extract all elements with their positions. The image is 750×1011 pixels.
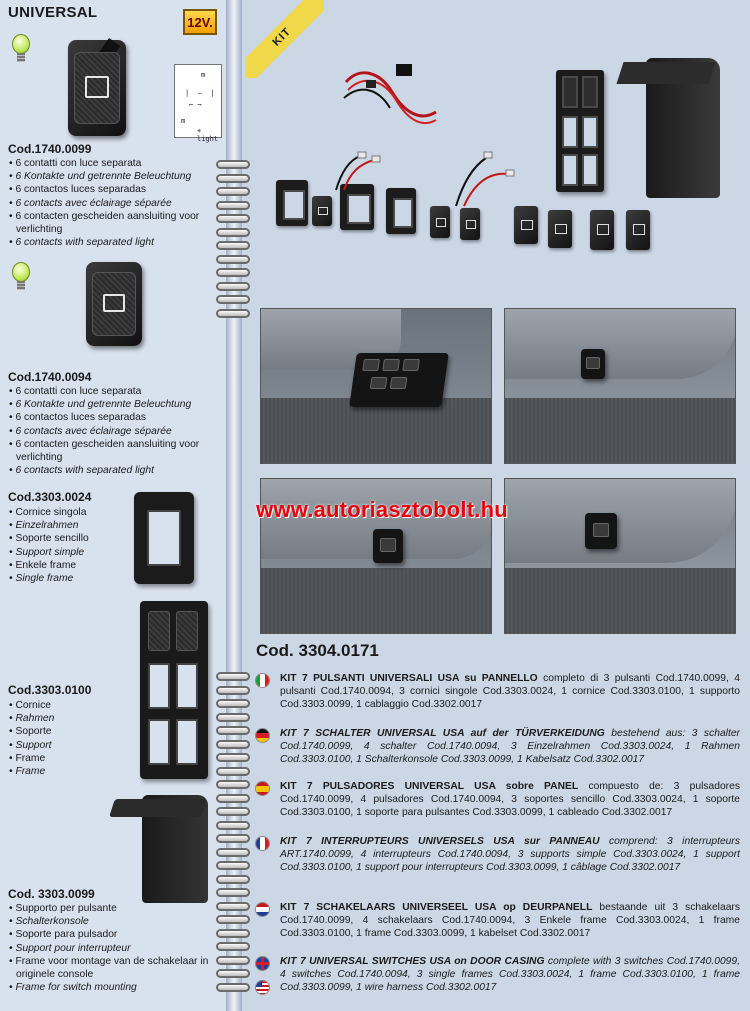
desc-line-es: • Soporte: [9, 726, 52, 738]
desc-line-es: • 6 contactos luces separadas: [9, 184, 146, 196]
kit-entry-text: KIT 7 SCHAKELAARS UNIVERSEEL USA op DEURPANELL bestaande uit 3 schakelaars Cod.1740.0099, 4 schakelaars Cod.1740.0094, 3 Enkele frame Cod.3303.0024, 1 frame Cod.3303.0100, 1 frame Cod.3303.0099, 1 kabelset Cod.3302.0017: [280, 902, 740, 939]
binding-ring: [216, 686, 250, 695]
product-code: Cod.1740.0099: [8, 142, 92, 156]
desc-line-it: • Cornice: [9, 700, 51, 711]
kit-switch: [626, 210, 650, 250]
binding-ring: [216, 875, 250, 884]
desc-line-fr: • Support pour interrupteur: [9, 942, 131, 954]
diagram-label-3: + light: [197, 127, 219, 143]
desc-line-de: • Rahmen: [9, 713, 55, 725]
binding-ring: [216, 241, 250, 250]
binding-ring: [216, 214, 250, 223]
product-code: Cod.1740.0094: [8, 370, 92, 384]
binding-ring: [216, 794, 250, 803]
desc-line-it: • 6 contatti con luce separata: [9, 158, 142, 169]
product-description: [8, 506, 132, 585]
desc-line-en: • 6 contacts with separated light: [9, 465, 154, 477]
desc-line-fr: • Support: [9, 739, 52, 751]
light-bulb-icon: [12, 262, 30, 292]
product-code: Cod.3303.0100: [8, 683, 92, 697]
binding-ring: [216, 848, 250, 857]
kit-entry-text: KIT 7 PULSADORES UNIVERSAL USA sobre PANEL compuesto de: 3 pulsadores Cod.1740.0099, 4 pulsadores Cod.1740.0094, 3 soportes sencillo Cod.3303.0024, 1 soporte Cod.3303.0100, 1 soporte para pulsantes Cod.3303.0099, 1 cableado Cod.3302.0017: [280, 781, 740, 818]
diagram-label-2: m: [181, 117, 186, 125]
watermark-url: www.autoriasztobolt.hu: [256, 497, 508, 522]
binding-ring: [216, 780, 250, 789]
kit-code: Cod. 3304.0171: [256, 641, 379, 660]
binding-ring: [216, 295, 250, 304]
desc-line-fr: • 6 contacts avec éclairage séparée: [9, 425, 172, 437]
kit-connector-wires: [330, 150, 390, 194]
kit-entry-text: KIT 7 INTERRUPTEURS UNIVERSELS USA sur PANNEAU comprend: 3 interrupteurs ART.1740.0099, 4 interrupteurs Cod.1740.0094, 3 supports simple Cod.3303.0024, 1 support Cod.3303.0100, 1 support pour interrupteurs Cod.3303.0099, 1 câblage Cod.3302.0017: [280, 836, 740, 873]
germany-flag-icon: [256, 729, 269, 742]
product-description: [8, 699, 132, 778]
binding-ring: [216, 672, 250, 681]
usa-flag-icon: [256, 981, 269, 994]
kit-switch: [548, 210, 572, 248]
italy-flag-icon: [256, 674, 269, 687]
binding-ring: [216, 888, 250, 897]
switch-console-image: [112, 795, 208, 905]
binding-ring: [216, 767, 250, 776]
product-code: Cod. 3303.0099: [8, 887, 95, 901]
desc-line-de: • Schalterkonsole: [9, 916, 89, 928]
binding-ring: [216, 255, 250, 264]
kit-multi-frame: [556, 70, 604, 192]
binding-ring: [216, 174, 250, 183]
single-frame-image: [134, 492, 194, 584]
binding-ring: [216, 268, 250, 277]
kit-entry-text: KIT 7 SCHALTER UNIVERSAL USA auf der TÜRVERKEIDUNG bestehend aus: 3 schalter Cod.1740.0099, 4 schalter Cod.1740.0094, 3 Einzelrahmen Cod.3303.0024, 1 Rahmen Cod.3303.0100, 1 Schalterkonsole Cod.3303.0099, 1 Kabelsatz Cod.3302.0017: [280, 728, 740, 765]
kit-entry-text: KIT 7 PULSANTI UNIVERSALI USA su PANNELLO completo di 3 pulsanti Cod.1740.0099, 4 pulsanti Cod.1740.0094, 3 cornici singole Cod.3303.0024, 1 cornice Cod.3303.0100, 1 supporto Cod.3303.0099, 1 cablaggio Cod.3302.0017: [280, 673, 740, 710]
kit-switch: [430, 206, 450, 238]
binding-ring: [216, 201, 250, 210]
kit-connector-wires: [450, 150, 520, 210]
wire-harness-image: [340, 62, 440, 134]
installation-photo-2: [504, 308, 736, 464]
desc-line-it: • 6 contatti con luce separata: [9, 386, 142, 397]
binding-ring: [216, 740, 250, 749]
kit-entry-text: KIT 7 UNIVERSAL SWITCHES USA on DOOR CASING complete with 3 switches Cod.1740.0099, 4 switches Cod.1740.0094, 3 single frames Cod.3303.0024, 1 frame Cod.3303.0100, 1 frame Cod.3303.0099, 1 wire harness Cod.3302.0017: [280, 956, 740, 993]
product-description: [8, 385, 220, 477]
kit-switch: [312, 196, 332, 226]
desc-line-en: • 6 contacts with separated light: [9, 237, 154, 249]
france-flag-icon: [256, 837, 269, 850]
kit-ribbon: [246, 0, 324, 78]
desc-line-nl: • 6 contacten gescheiden aansluiting voor verlichting: [9, 438, 200, 464]
desc-line-nl: • Frame voor montage van de schakelaar in originele console: [9, 955, 209, 981]
kit-single-frame: [276, 180, 308, 226]
desc-line-es: • Soporte sencillo: [9, 533, 89, 545]
switch-1740-0099-image: [68, 40, 126, 136]
switch-1740-0094-image: [86, 262, 142, 346]
desc-line-en: • Single frame: [9, 573, 74, 585]
installation-photo-1: [260, 308, 492, 464]
binding-ring: [216, 821, 250, 830]
binding-ring: [216, 699, 250, 708]
desc-line-it: • Cornice singola: [9, 507, 87, 518]
desc-line-es: • Soporte para pulsador: [9, 929, 118, 941]
desc-line-es: • 6 contactos luces separadas: [9, 412, 146, 424]
kit-single-frame: [386, 188, 416, 234]
binding-ring: [216, 228, 250, 237]
binding-ring: [216, 160, 250, 169]
desc-line-de: • Einzelrahmen: [9, 520, 79, 532]
desc-line-fr: • Support simple: [9, 546, 85, 558]
desc-line-it: • Supporto per pulsante: [9, 903, 117, 914]
binding-ring: [216, 861, 250, 870]
multi-frame-image: [140, 601, 208, 779]
binding-ring: [216, 834, 250, 843]
kit-switch-console: [620, 58, 720, 204]
kit-switch: [460, 208, 480, 240]
desc-line-en: • Frame: [9, 766, 46, 778]
kit-ribbon-label: KIT: [246, 0, 324, 78]
binding-ring: [216, 309, 250, 318]
uk-flag-icon: [256, 957, 269, 970]
product-description: [8, 157, 220, 249]
desc-line-nl: • 6 contacten gescheiden aansluiting voor verlichting: [9, 210, 200, 236]
desc-line-de: • 6 Kontakte und getrennte Beleuchtung: [9, 171, 192, 183]
product-code: Cod.3303.0024: [8, 490, 92, 504]
product-description: [8, 902, 224, 994]
binding-ring: [216, 187, 250, 196]
voltage-badge: 12V.: [183, 9, 217, 35]
desc-line-nl: • Enkele frame: [9, 559, 77, 571]
light-bulb-icon: [12, 34, 30, 64]
binding-ring: [216, 282, 250, 291]
binding-ring: [216, 713, 250, 722]
netherlands-flag-icon: [256, 903, 269, 916]
desc-line-nl: • Frame: [9, 752, 46, 764]
binding-ring: [216, 807, 250, 816]
diagram-label-1: m: [201, 71, 206, 79]
desc-line-de: • 6 Kontakte und getrennte Beleuchtung: [9, 399, 192, 411]
spain-flag-icon: [256, 782, 269, 795]
wiring-diagram: m m + light | – | ⌐ ¬: [174, 64, 222, 138]
binding-ring: [216, 753, 250, 762]
kit-switch: [590, 210, 614, 250]
desc-line-fr: • 6 contacts avec éclairage séparée: [9, 197, 172, 209]
kit-switch: [514, 206, 538, 244]
page-title: UNIVERSAL: [8, 4, 98, 21]
binding-ring: [216, 726, 250, 735]
desc-line-en: • Frame for switch mounting: [9, 982, 137, 994]
